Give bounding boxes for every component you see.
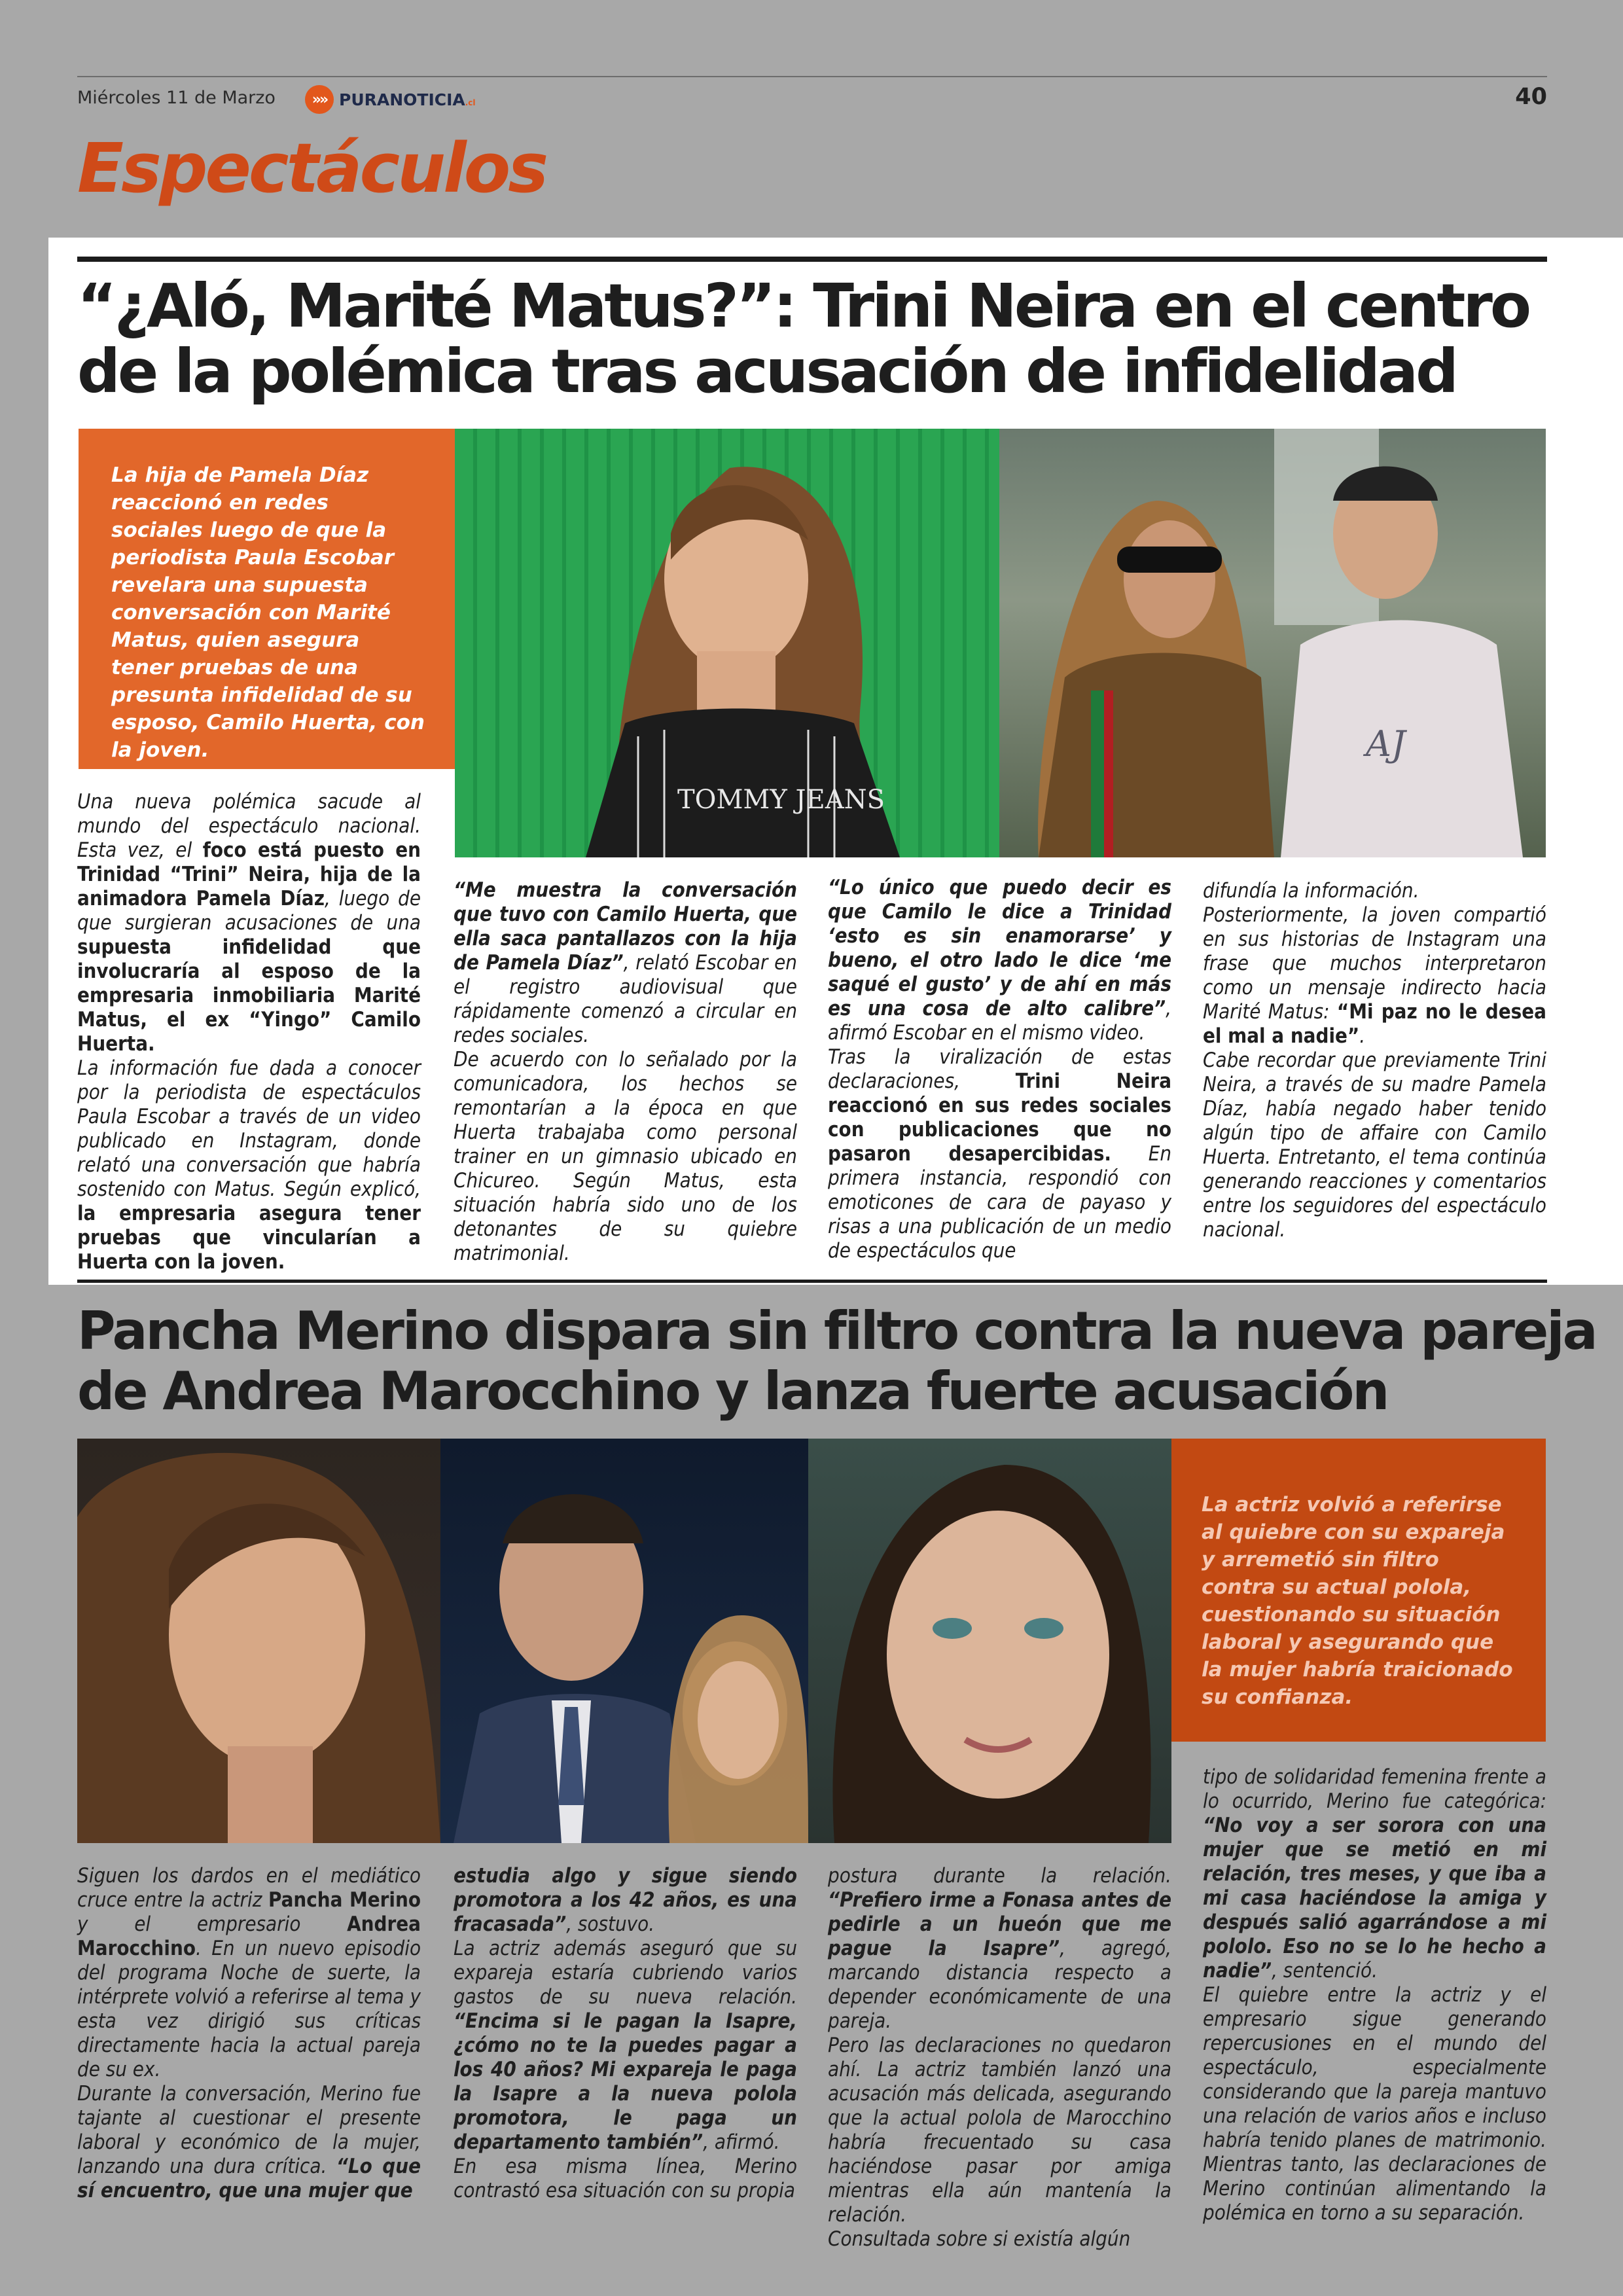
- article-2-headline: Pancha Merino dispara sin filtro contra la nueva pareja de Andrea Marocchino y lanza fuerte acusación: [77, 1300, 1596, 1422]
- brand-logo[interactable]: [305, 85, 476, 114]
- brand-name: PURANOTICIA: [339, 90, 465, 109]
- photo-trini-neira: [455, 429, 999, 857]
- article-2-column-1: Siguen los dardos en el mediático cruce entre la actriz Pancha Merino y el empresario Andrea Marocchino. En un nuevo episodio del programa Noche de suerte, la intérprete volvió a referirse al tema y esta vez dirigió sus críticas directamente hacia la actual pareja de su ex. Durante la conversación, Merino fue tajante al cuestionar el presente laboral y económico de la mujer, lanzando una dura crítica. “Lo que sí encuentro, que una mujer que: [77, 1864, 421, 2202]
- article-2-column-2: estudia algo y sigue siendo promotora a los 42 años, es una fracasada”, sostuvo. La actriz además aseguró que su expareja estaría cubriendo varios gastos de su nueva relación. “Encima si le pagan la Isapre, ¿cómo no te la puedes pagar a los 40 años? Mi expareja le paga la Isapre a la nueva polola promotora, le paga un departamento también”, afirmó. En esa misma línea, Merino contrastó esa situación con su propia: [454, 1864, 797, 2202]
- article-1-column-1: Una nueva polémica sacude al mundo del espectáculo nacional. Esta vez, el foco está puesto en Trinidad “Trini” Neira, hija de la animadora Pamela Díaz, luego de que surgieran acusaciones de una supuesta infidelidad que involucraría al esposo de la empresaria inmobiliaria Marité Matus, el ex “Yingo” Camilo Huerta. La información fue dada a conocer por la periodista de espectáculos Paula Escobar a través de un video publicado en Instagram, donde relató una conversación que habría sostenido con Matus. Según explicó, la empresaria asegura tener pruebas que vincularían a Huerta con la joven.: [77, 790, 421, 1274]
- article-1-column-3: “Lo único que puedo decir es que Camilo le dice a Trinidad ‘esto es sin enamorarse’ y bueno, el otro lado le dice ‘me saqué el gusto’ y de ahí en más es una cosa de alto calibre”, afirmó Escobar en el mismo video. Tras la viralización de estas declaraciones, Trini Neira reaccionó en sus redes sociales con publicaciones que no pasaron desapercibidas. En primera instancia, respondió con emoticones de cara de payaso y risas a una publicación de un medio de espectáculos que: [828, 876, 1172, 1263]
- hoodie-logo: AJ: [1366, 723, 1406, 764]
- article-2-column-3: postura durante la relación. “Prefiero irme a Fonasa antes de pedirle a un hueón que me pague la Isapre”, agregó, marcando distancia respecto a depender económicamente de una pareja. Pero las declaraciones no quedaron ahí. La actriz también lanzó una acusación más delicada, asegurando que la actual polola de Marocchino habría frecuentado su casa haciéndose pasar por amiga mientras ella aún mantenía la relación. Consultada sobre si existía algún: [828, 1864, 1171, 2251]
- article-1-lead: La hija de Pamela Díaz reaccionó en redes sociales luego de que la periodista Paula Escobar revelara una supuesta conversación con Marité Matus, quien asegura tener pruebas de una presunta infidelidad de su esposo, Camilo Huerta, con la joven.: [111, 463, 425, 762]
- article-1-column-2: “Me muestra la conversación que tuvo con Camilo Huerta, que ella saca pantallazos con la hija de Pamela Díaz”, relató Escobar en el registro audiovisual que rápidamente comenzó a circular en redes sociales. De acuerdo con lo señalado por la comunicadora, los hechos se remontarían a la época en que Huerta trabajaba como personal trainer en un gimnasio ubicado en Chicureo. Según Matus, esta situación habría sido uno de los detonantes de su quiebre matrimonial.: [454, 878, 797, 1265]
- shirt-print: TOMMY JEANS: [677, 785, 885, 815]
- brand-suffix: .cl: [465, 98, 476, 107]
- photo-pancha-merino: [77, 1439, 440, 1843]
- article-1-headline: “¿Aló, Marité Matus?”: Trini Neira en el centro de la polémica tras acusación de infidelidad: [77, 271, 1529, 406]
- section-title: Espectáculos: [77, 128, 546, 208]
- photo-marite-camilo: [999, 429, 1546, 857]
- photo-new-partner: [808, 1439, 1171, 1843]
- article-1-top-rule: [77, 257, 1547, 262]
- portrait-illustration: [77, 1439, 440, 1843]
- article-1-column-4: difundía la información. Posteriormente, la joven compartió en sus historias de Instagram una frase que muchos interpretaron como un mensaje indirecto hacia Marité Matus: “Mi paz no le desea el mal a nadie”. Cabe recordar que previamente Trini Neira, a través de su madre Pamela Díaz, había negado haber tenido algún tipo de affaire con Camilo Huerta. Entretanto, el tema continúa generando reacciones y comentarios entre los seguidores del espectáculo nacional.: [1203, 879, 1546, 1242]
- chevrons-icon: »»: [305, 85, 334, 114]
- page-number: 40: [1515, 84, 1547, 110]
- photo-marocchino-partner: [440, 1439, 808, 1843]
- article-2-top-rule: [77, 1280, 1547, 1283]
- header-rule: [77, 76, 1547, 77]
- article-2-column-4: tipo de solidaridad femenina frente a lo ocurrido, Merino fue categórica: “No voy a ser sorora con una mujer que se metió en mi relación, tres meses, y que iba a mi casa haciéndose la amiga y después salió agarrándose a mi pololo. Eso no se lo he hecho a nadie”, sentenció. El quiebre entre la actriz y el empresario sigue generando repercusiones en el mundo del espectáculo, especialmente considerando que la pareja mantuvo una relación de varios años e incluso habría tenido planes de matrimonio. Mientras tanto, las declaraciones de Merino continúan alimentando la polémica en torno a su separación.: [1203, 1765, 1546, 2225]
- article-2-lead: La actriz volvió a referirse al quiebre con su expareja y arremetió sin filtro contra su actual polola, cuestionando su situación laboral y asegurando que la mujer habría traicionado su confianza.: [1202, 1493, 1513, 1709]
- couple-illustration: [440, 1439, 808, 1843]
- portrait-illustration: [808, 1439, 1171, 1843]
- article-1-lead-box: [79, 429, 455, 769]
- portrait-illustration: [455, 429, 999, 857]
- article-2-lead-box: [1171, 1439, 1546, 1742]
- couple-illustration: [999, 429, 1546, 857]
- issue-date: Miércoles 11 de Marzo: [77, 88, 276, 108]
